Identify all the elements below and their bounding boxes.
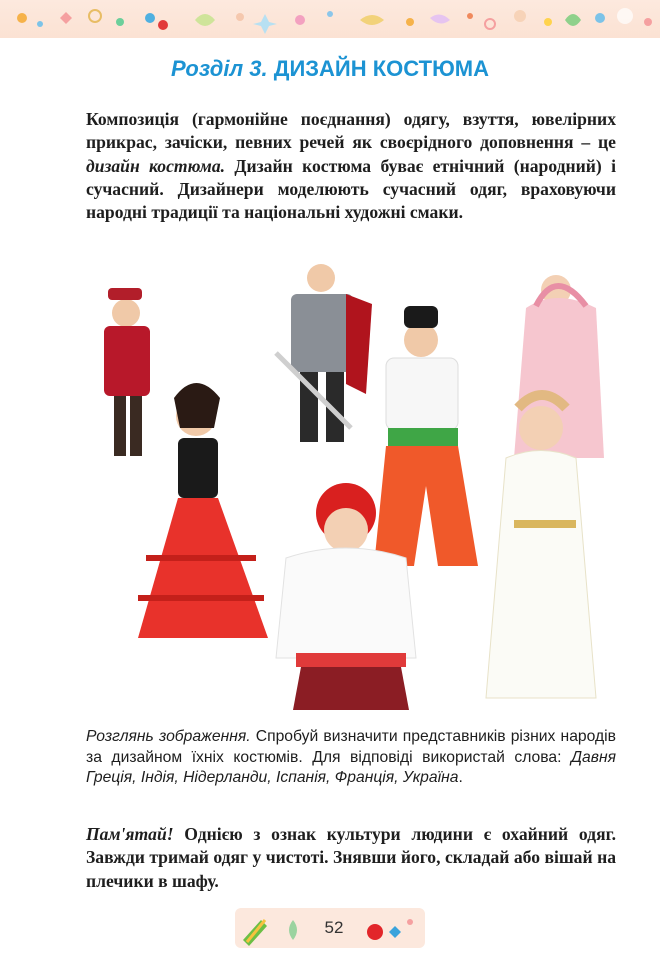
- task-paragraph: [86, 727, 616, 789]
- intro-term: дизайн костюма.: [86, 155, 226, 176]
- section-label: Розділ 3.: [171, 56, 268, 81]
- figure-flamenco-girl: [138, 383, 268, 638]
- task-text: Спробуй визначити представників різних народів за дизайном їхніх костюмів. Для відповіді використай слова:: [86, 728, 616, 766]
- children-costumes-illustration: [86, 258, 606, 710]
- remember-lead: Пам'ятай!: [86, 824, 174, 844]
- task-lead: Розглянь зображення.: [86, 728, 251, 745]
- intro-paragraph: [86, 108, 616, 224]
- remember-paragraph: [86, 823, 616, 893]
- remember-text: Однією з ознак культури людини є охайний одяг. Завжди тримай одяг у чистоті. Знявши його, складай або вішай на плечики в шафу.: [86, 824, 616, 891]
- intro-text-part2: Дизайн костюма буває етнічний (народний) і сучасний. Дизайнери моделюють сучасний одяг, враховуючи народні традиції та національні художні смаки.: [86, 155, 617, 223]
- costume-photo: [86, 258, 606, 710]
- task-words: Давня Греція, Індія, Нідерланди, Іспанія, Франція, Україна: [86, 748, 616, 787]
- figure-knight: [276, 264, 372, 442]
- section-title: ДИЗАЙН КОСТЮМА: [273, 56, 489, 81]
- figure-red-doublet: [104, 288, 150, 456]
- task-end: .: [458, 769, 463, 787]
- page-title: [0, 56, 660, 82]
- decorative-pattern: [0, 0, 660, 38]
- intro-text-part1: Композиція (гармонійне поєднання) одягу, взуття, ювелірних прикрас, зачіски, певних речей як своєрідного доповнення – це: [86, 109, 616, 153]
- page-number: 52: [324, 918, 344, 937]
- decorative-top-border: [0, 0, 660, 38]
- figure-ukrainian-boy: [374, 306, 478, 566]
